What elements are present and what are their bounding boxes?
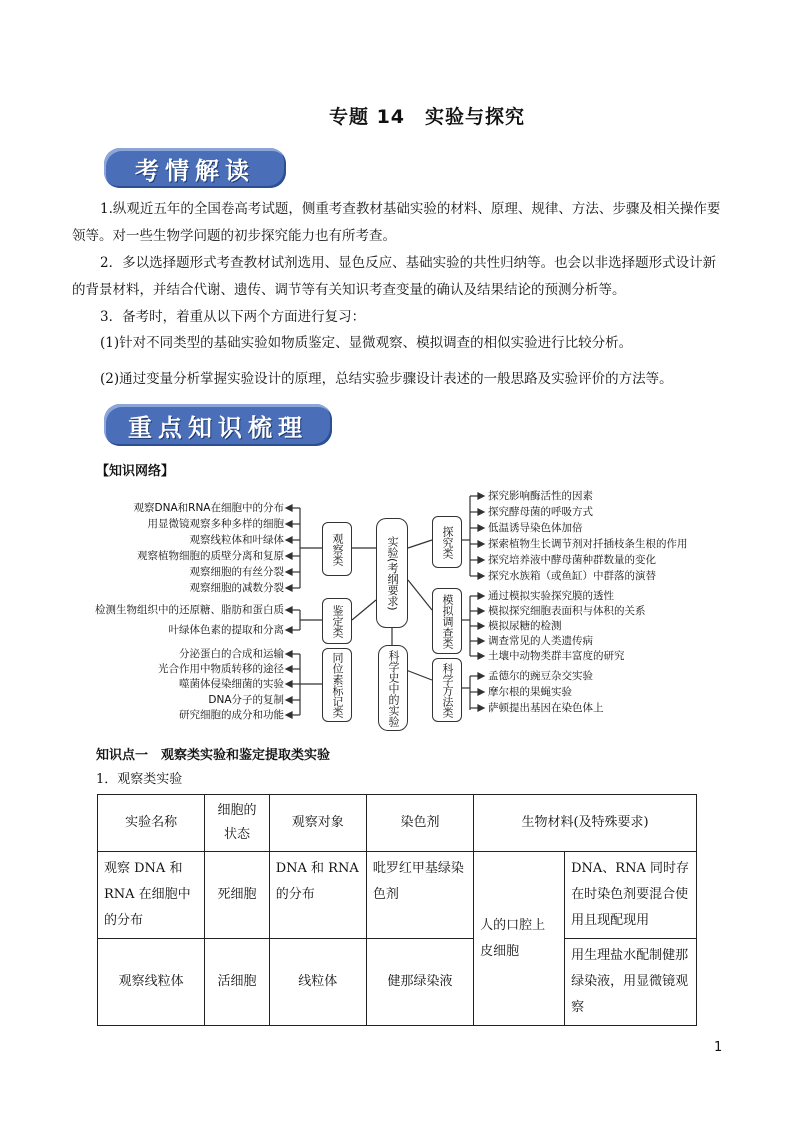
map-identify-item: 叶绿体色素的提取和分离 [168, 624, 284, 636]
page-title: 专题 14 实验与探究 [328, 106, 526, 128]
map-explore-item: 探索植物生长调节剂对扦插枝条生根的作用 [488, 538, 688, 550]
map-observe-item: 观察细胞的减数分裂 [189, 582, 284, 594]
intro-p4-text: (1)针对不同类型的基础实验如物质鉴定、显微观察、模拟调查的相似实验进行比较分析。 [100, 335, 633, 351]
map-history-text: 科学史中的实验 [387, 649, 400, 727]
intro-p3-text: 3．备考时，着重从以下两个方面进行复习： [100, 309, 366, 325]
map-cat-observe-text: 观察类 [331, 532, 344, 566]
map-method-item: 孟德尔的豌豆杂交实验 [488, 670, 593, 682]
banner-key-knowledge-text: 重点知识梳理 [128, 412, 308, 442]
table-header-cell: 染色剂 [366, 795, 473, 852]
table-cell: DNA 和 RNA 的分布 [269, 852, 366, 939]
intro-p5-text: (2)通过变量分析掌握实验设计的原理，总结实验步骤设计表述的一般思路及实验评价的方法等。 [100, 371, 673, 387]
intro-p1-text: 1.纵观近五年的全国卷高考试题，侧重考查教材基础实验的材料、原理、规律、方法、步骤及相关操作要领等。对一些生物学问题的初步探究能力也有所考查。 [72, 201, 721, 244]
table-header-row [98, 795, 697, 852]
table-row [98, 852, 697, 939]
map-observe-item: 观察线粒体和叶绿体 [189, 534, 284, 546]
table-row [98, 939, 697, 1026]
map-identify-item: 检测生物组织中的还原糖、脂肪和蛋白质 [95, 604, 284, 616]
map-model-item: 模拟探究细胞表面积与体积的关系 [488, 605, 646, 617]
map-observe-item: 观察细胞的有丝分裂 [189, 566, 284, 578]
map-explore-item: 探究培养液中酵母菌种群数量的变化 [488, 554, 656, 566]
map-model-item: 模拟尿糖的检测 [488, 620, 562, 632]
map-observe-item: 观察植物细胞的质壁分离和复原 [137, 550, 284, 562]
observation-table [97, 794, 697, 1026]
section1-sub: 1．观察类实验 [96, 772, 183, 787]
table-cell: 线粒体 [269, 939, 366, 1026]
map-model-item: 通过模拟实验探究膜的透性 [488, 590, 614, 602]
map-explore-item: 低温诱导染色体加倍 [488, 522, 583, 534]
map-cat-explore [432, 516, 462, 568]
map-explore-item: 探究酵母菌的呼吸方式 [488, 506, 593, 518]
map-cat-identify-text: 鉴定类 [331, 604, 344, 638]
table-cell: 观察线粒体 [98, 939, 205, 1026]
map-center [376, 518, 408, 628]
banner-exam-analysis-text: 考情解读 [135, 155, 255, 185]
map-cat-model [432, 588, 462, 654]
map-explore-item: 探究影响酶活性的因素 [488, 490, 593, 502]
map-method-item: 摩尔根的果蝇实验 [488, 686, 572, 698]
table-header-cell: 细胞的状态 [205, 795, 269, 852]
table-cell: 观察 DNA 和 RNA 在细胞中的分布 [98, 852, 205, 939]
section1-heading: 知识点一 观察类实验和鉴定提取类实验 [96, 748, 331, 763]
table-cell: 人的口腔上皮细胞 [474, 852, 565, 1026]
table-header-cell: 实验名称 [98, 795, 205, 852]
map-cat-isotope [322, 648, 352, 722]
map-isotope-item: 研究细胞的成分和功能 [179, 709, 284, 721]
intro-p2-text: 2．多以选择题形式考查教材试剂选用、显色反应、基础实验的共性归纳等。也会以非选择题形式设计新的背景材料，并结合代谢、遗传、调节等有关知识考查变量的确认及结果结论的预测分析等。 [72, 255, 717, 298]
map-model-item: 土壤中动物类群丰富度的研究 [488, 650, 625, 662]
table-cell: 健那绿染液 [366, 939, 473, 1026]
map-cat-identify [322, 598, 352, 644]
table-cell: DNA、RNA 同时存在时染色剂要混合使用且现配现用 [565, 852, 697, 939]
network-label: 【知识网络】 [96, 464, 175, 479]
map-cat-explore-text: 探究类 [441, 525, 454, 559]
map-explore-item: 探究水族箱（或鱼缸）中群落的演替 [488, 570, 656, 582]
table-header-cell: 生物材料(及特殊要求) [474, 795, 697, 852]
map-isotope-item: 分泌蛋白的合成和运输 [179, 648, 284, 660]
table-header-cell: 观察对象 [269, 795, 366, 852]
table-cell: 用生理盐水配制健那绿染液，用显微镜观察 [565, 939, 697, 1026]
map-cat-method [432, 658, 462, 722]
map-center-text: 实验(考纲要求) [386, 535, 399, 611]
map-cat-method-text: 科学方法类 [441, 662, 454, 718]
map-isotope-item: 噬菌体侵染细菌的实验 [179, 678, 284, 690]
map-history [378, 645, 408, 731]
map-isotope-item: 光合作用中物质转移的途径 [158, 663, 284, 675]
map-observe-item: 用显微镜观察多种多样的细胞 [147, 518, 284, 530]
table-cell: 活细胞 [205, 939, 269, 1026]
table-cell: 死细胞 [205, 852, 269, 939]
map-isotope-item: DNA分子的复制 [208, 694, 284, 706]
map-method-item: 萨顿提出基因在染色体上 [488, 702, 604, 714]
map-cat-isotope-text: 同位素标记类 [331, 652, 344, 718]
page-number: 1 [714, 1040, 723, 1055]
map-model-item: 调查常见的人类遗传病 [488, 635, 593, 647]
map-cat-observe [322, 522, 352, 576]
map-cat-model-text: 模拟调查类 [441, 593, 454, 649]
table-cell: 吡罗红甲基绿染色剂 [366, 852, 473, 939]
map-observe-item: 观察DNA和RNA在细胞中的分布 [133, 502, 284, 514]
